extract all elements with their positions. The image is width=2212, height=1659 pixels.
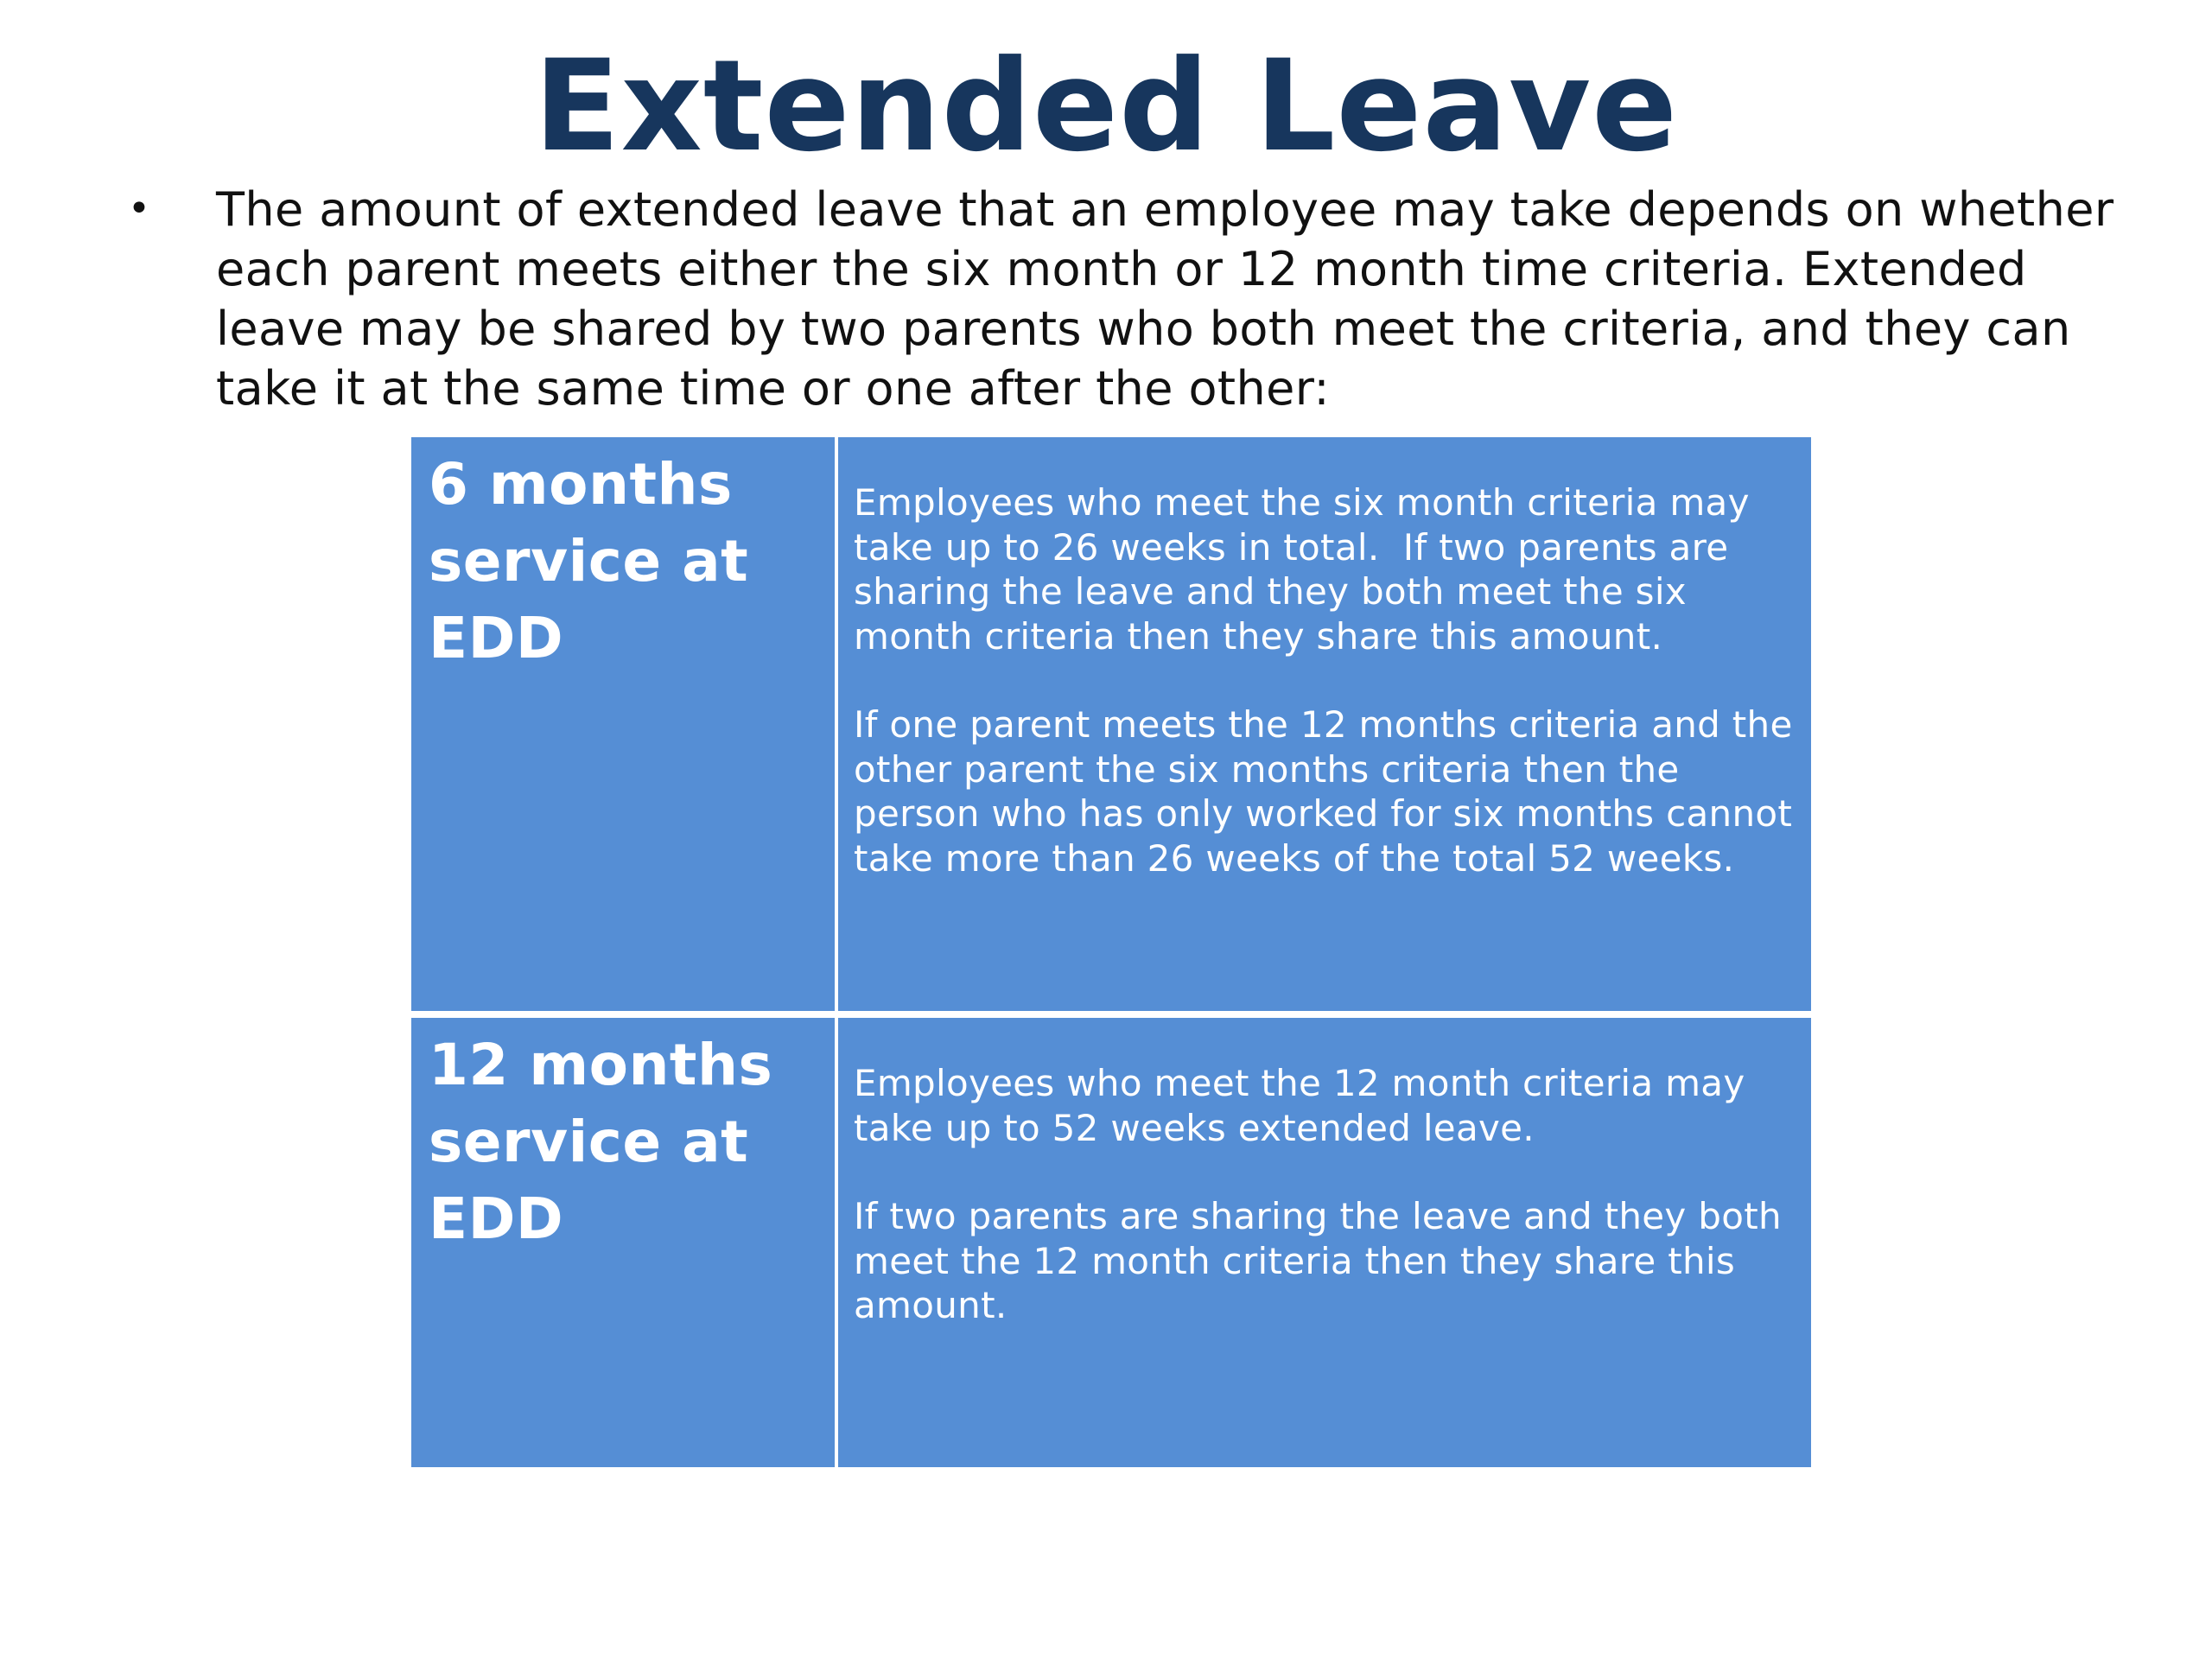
row-description-cell [838, 437, 1811, 1011]
six-months-paragraph-2: If one parent meets the 12 months criteria and the other parent the six months criteria then the person who has only worked for six months cannot take more than 26 weeks of the total 52 weeks. [854, 703, 1805, 880]
slide-title: Extended Leave [533, 33, 1679, 180]
row-description-cell [838, 1018, 1811, 1467]
six-months-paragraph-1: Employees who meet the six month criteria may take up to 26 weeks in total. If two parents are sharing the leave and they both meet the six month criteria then they share this amount. [854, 481, 1762, 658]
row-label-cell [411, 437, 835, 1011]
row-label-six-months: 6 months service at EDD [429, 451, 749, 671]
leave-criteria-table [411, 437, 1811, 1467]
bullet-marker: • [128, 187, 150, 231]
intro-text: The amount of extended leave that an employee may take depends on whether each parent meets either the six month or 12 month time criteria. Extended leave may be shared by two parents who both meet the criteria, and they can take it at the same time or one after the other: [216, 182, 2114, 416]
twelve-months-paragraph-2: If two parents are sharing the leave and they both meet the 12 month criteria then they share this amount. [854, 1195, 1794, 1326]
table-row-six-months [411, 437, 1811, 1011]
table-row-twelve-months [411, 1018, 1811, 1467]
row-label-cell [411, 1018, 835, 1467]
twelve-months-paragraph-1: Employees who meet the 12 month criteria may take up to 52 weeks extended leave. [854, 1062, 1758, 1149]
row-label-twelve-months: 12 months service at EDD [429, 1032, 773, 1252]
